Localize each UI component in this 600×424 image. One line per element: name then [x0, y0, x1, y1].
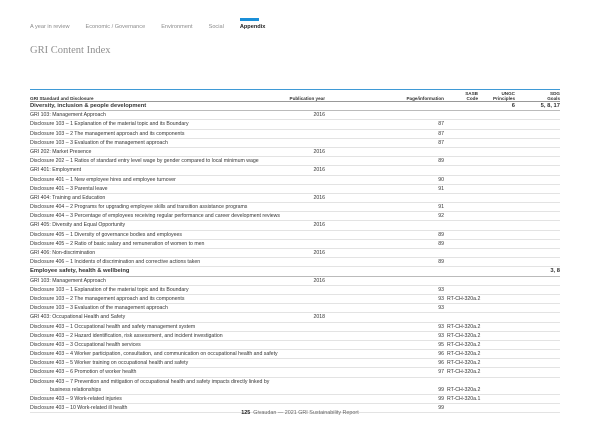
table-row	[30, 111, 560, 120]
table-row	[30, 295, 560, 304]
page-info: 89	[438, 259, 444, 266]
row-label: Disclosure 404 – 3 Percentage of employees receiving regular performance and career development reviews	[30, 213, 280, 220]
row-label: Disclosure 403 – 9 Work-related injuries	[30, 396, 122, 403]
row-label: Disclosure 405 – 2 Ratio of basic salary and remuneration of women to men	[30, 240, 205, 247]
publication-year: 2016	[313, 167, 325, 174]
row-label: Disclosure 403 – 3 Occupational health services	[30, 341, 141, 348]
row-label: Disclosure 103 – 3 Evaluation of the management approach	[30, 305, 168, 312]
page-info: 96	[438, 351, 444, 358]
page-info: 89	[438, 240, 444, 247]
row-label: Disclosure 405 – 1 Diversity of governance bodies and employees	[30, 231, 182, 238]
sasb-code: RT-CH-320a.2	[447, 351, 481, 358]
row-label: Disclosure 403 – 5 Worker training on occupational health and safety	[30, 360, 189, 367]
nav-environment[interactable]: Environment	[161, 24, 193, 30]
page-info: 93	[438, 323, 444, 330]
row-label: GRI 202: Market Presence	[30, 148, 92, 155]
row-label: Disclosure 103 – 1 Explanation of the material topic and its Boundary	[30, 121, 189, 128]
page-info: 89	[438, 158, 444, 165]
table-row	[30, 313, 560, 322]
nav-year-in-review[interactable]: A year in review	[30, 24, 70, 30]
header-ungc: UNGC Principles	[493, 91, 516, 101]
row-label: Disclosure 202 – 1 Ratios of standard entry level wage by gender compared to local minimum wage	[30, 158, 259, 165]
row-label: GRI 401: Employment	[30, 167, 82, 174]
table-row	[30, 166, 560, 175]
page-number: 125	[241, 410, 251, 416]
row-label-line2: business relationships	[50, 386, 102, 393]
ungc-principles: 6	[511, 103, 515, 109]
page-info: 90	[438, 176, 444, 183]
row-label: Disclosure 404 – 2 Programs for upgrading employee skills and transition assistance programs	[30, 204, 248, 211]
table-row	[30, 203, 560, 212]
page-info: 92	[438, 213, 444, 220]
row-label: Disclosure 103 – 1 Explanation of the material topic and its Boundary	[30, 286, 189, 293]
page-info: 97	[438, 369, 444, 376]
row-label: GRI 404: Training and Education	[30, 194, 106, 201]
table-row	[30, 395, 560, 404]
sdg-goals: 3, 8	[550, 268, 560, 275]
sasb-code: RT-CH-320a.2	[447, 295, 481, 302]
table-row	[30, 368, 560, 377]
page-info: 93	[438, 305, 444, 312]
row-label: Disclosure 103 – 2 The management approach and its components	[30, 295, 185, 302]
table-row	[30, 185, 560, 194]
sasb-code: RT-CH-320a.2	[447, 323, 481, 330]
table-row	[30, 157, 560, 166]
page-info: 87	[438, 130, 444, 137]
table-row	[30, 286, 560, 295]
page-info: 91	[438, 204, 444, 211]
row-label: Disclosure 406 – 1 Incidents of discrimination and corrective actions taken	[30, 259, 201, 266]
table-row	[30, 139, 560, 148]
row-label: Disclosure 403 – 2 Hazard identification, risk assessment, and incident investigation	[30, 332, 223, 339]
header-sdg: SDG Goals	[547, 91, 560, 101]
row-label: Disclosure 103 – 2 The management approach and its components	[30, 130, 185, 137]
publication-year: 2018	[313, 314, 325, 321]
row-label: GRI 406: Non-discrimination	[30, 250, 96, 256]
table-row	[30, 221, 560, 230]
sasb-code: RT-CH-320a.2	[447, 369, 481, 376]
header-sasb: SASB Code	[465, 91, 478, 101]
footer-text: Givaudan — 2021 GRI Sustainability Report	[253, 410, 359, 416]
table-row	[30, 120, 560, 129]
table-row	[30, 359, 560, 368]
gri-content-table	[30, 89, 560, 413]
table-row	[30, 130, 560, 139]
nav-social[interactable]: Social	[208, 24, 224, 30]
table-row	[30, 258, 560, 267]
row-label: Disclosure 401 – 3 Parental leave	[30, 185, 108, 192]
sasb-code: RT-CH-320a.2	[447, 341, 481, 348]
page-info: 99	[438, 396, 444, 403]
header-year: Publication year	[289, 96, 325, 101]
table-row	[30, 212, 560, 221]
page-info: 87	[438, 139, 444, 146]
sdg-goals: 5, 8, 17	[540, 103, 560, 109]
publication-year: 2016	[313, 222, 325, 229]
page-info: 91	[438, 185, 444, 192]
table-row	[30, 148, 560, 157]
row-label: Diversity, inclusion & people development	[30, 103, 147, 109]
page-info: 93	[438, 286, 444, 293]
row-label: GRI 403: Occupational Health and Safety	[30, 314, 126, 321]
row-label: Disclosure 103 – 3 Evaluation of the management approach	[30, 139, 168, 146]
page-info: 99	[438, 386, 444, 393]
row-label: Disclosure 401 – 1 New employee hires and employee turnover	[30, 176, 176, 183]
table-row	[30, 240, 560, 249]
table-row	[30, 277, 560, 286]
row-label: GRI 405: Diversity and Equal Opportunity	[30, 222, 126, 229]
table-row	[30, 378, 560, 395]
table-row	[30, 304, 560, 313]
publication-year: 2016	[313, 148, 325, 155]
page-info: 95	[438, 341, 444, 348]
row-label: GRI 103: Management Approach	[30, 277, 106, 284]
table-header	[30, 90, 560, 102]
table-row	[30, 341, 560, 350]
sasb-code: RT-CH-320a.2	[447, 332, 481, 339]
section-row	[30, 267, 560, 276]
table-row	[30, 350, 560, 359]
page-info: 89	[438, 231, 444, 238]
publication-year: 2016	[313, 250, 325, 256]
section-row	[30, 102, 560, 111]
sasb-code: RT-CH-320a.2	[447, 386, 481, 393]
table-row	[30, 332, 560, 341]
table-row	[30, 249, 560, 258]
row-label	[30, 378, 360, 394]
page-title: GRI Content Index	[30, 45, 111, 56]
page-info: 93	[438, 295, 444, 302]
sasb-code: RT-CH-320a.2	[447, 360, 481, 367]
publication-year: 2016	[313, 277, 325, 284]
header-page: Page/information	[406, 96, 444, 101]
publication-year: 2016	[313, 112, 325, 119]
page-footer	[0, 410, 600, 416]
row-label: Disclosure 403 – 4 Worker participation, consultation, and communication on occupational health and safety	[30, 351, 278, 358]
table-row	[30, 231, 560, 240]
table-row	[30, 323, 560, 332]
publication-year: 2016	[313, 194, 325, 201]
row-label: Disclosure 403 – 10 Work-related ill health	[30, 405, 128, 412]
row-label: Employee safety, health & wellbeing	[30, 268, 130, 275]
page-info: 96	[438, 360, 444, 367]
page-info: 87	[438, 121, 444, 128]
table-row	[30, 194, 560, 203]
row-label: Disclosure 403 – 1 Occupational health and safety management system	[30, 323, 196, 330]
row-label-line1: Disclosure 403 – 7 Prevention and mitigation of occupational health and safety impacts directly linked by	[30, 378, 270, 385]
page-info: 99	[438, 405, 444, 412]
nav-economic-governance[interactable]: Economic / Governance	[85, 24, 146, 30]
top-nav	[30, 24, 281, 30]
nav-appendix[interactable]: Appendix	[239, 24, 266, 30]
row-label: GRI 103: Management Approach	[30, 112, 106, 119]
header-standard: GRI Standard and Disclosure	[30, 96, 94, 101]
sasb-code: RT-CH-320a.1	[447, 396, 481, 403]
row-label: Disclosure 403 – 6 Promotion of worker health	[30, 369, 137, 376]
table-row	[30, 176, 560, 185]
page-info: 93	[438, 332, 444, 339]
